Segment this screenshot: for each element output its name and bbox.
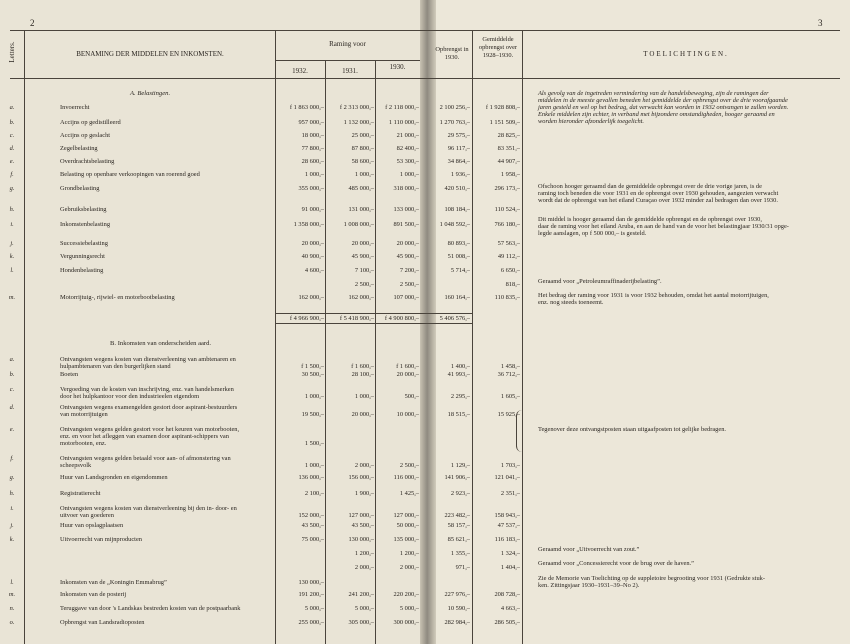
belasting-cell-c2: 1 132 000,– — [343, 119, 374, 126]
belasting-cell-c3: 1 110 000,– — [388, 119, 419, 126]
belasting-cell-c2: 131 000,– — [348, 206, 374, 213]
inkomsten-cell-c4: 1 400,– — [450, 363, 470, 370]
inkomsten-cell-c1: 1 000,– — [304, 462, 324, 469]
note-inkomstenbelasting: Dit middel is hooger geraamd dan de gemiddelde opbrengst en de opbrengst over 1930, daar de raming voor het eiland Aruba, en aan de hand van de voor het belastingjaar 1930/31 opge- legde aanslagen, op f 500 000,– is gesteld. — [538, 216, 789, 237]
inkomsten-cell-c2: f 1 600,– — [351, 363, 374, 370]
belasting-cell-c1: 40 900,– — [301, 253, 324, 260]
inkomsten-cell-c3: 2 000,– — [399, 564, 419, 571]
belasting-cell-c5: 57 563,– — [497, 240, 520, 247]
inkomsten-cell-c3: 300 000,– — [393, 619, 419, 626]
belasting-cell-c2: 7 100,– — [354, 267, 374, 274]
inkomsten-cell-c1: 5 000,– — [304, 605, 324, 612]
belasting-cell-c4: 160 164,– — [444, 294, 470, 301]
total-1932: f 4 966 900,– — [289, 315, 324, 322]
belasting-cell-c5: 110 835,– — [494, 294, 520, 301]
belasting-cell-c5: 818,– — [505, 281, 520, 288]
inkomsten-cell-c5: 286 505,– — [494, 619, 520, 626]
belasting-cell-c4: 5 714,– — [450, 267, 470, 274]
inkomsten-row-description: Ontvangsten wegens examengelden gestort door aspirant-bestuurders van motorrijtuigen — [60, 404, 238, 418]
belasting-cell-c1: 4 600,– — [304, 267, 324, 274]
note-petroleum: Geraamd voor „Petroleumraffinaderijbelasting”. — [538, 278, 662, 285]
note-memorie: Zie de Memorie van Toelichting op de suppletoire begrooting voor 1931 (Gedrukte stuk- ken. Zittingsjaar 1930–1931–39–No 2). — [538, 575, 765, 589]
inkomsten-row-description: Boeten — [60, 371, 79, 378]
note-zout: Geraamd voor „Uitvoerrecht van zout.” — [538, 546, 640, 553]
belasting-cell-c1: f 1 863 000,– — [289, 104, 324, 111]
inkomsten-cell-c3: 2 500,– — [399, 462, 419, 469]
page-number-left: 2 — [30, 18, 35, 28]
note-tegenover: Tegenover deze ontvangstposten staan uitgaafposten tot gelijke bedragen. — [538, 426, 727, 433]
book-gutter — [420, 0, 436, 644]
inkomsten-cell-c1: f 1 500,– — [301, 363, 324, 370]
belasting-cell-c3: 20 000,– — [396, 240, 419, 247]
belasting-row-description: Overdrachtsbelasting — [60, 158, 115, 165]
belasting-cell-c3: 107 000,– — [393, 294, 419, 301]
belasting-cell-c2: 87 800,– — [351, 145, 374, 152]
inkomsten-row-letter: h. — [9, 490, 15, 497]
inkomsten-cell-c2: 43 500,– — [351, 522, 374, 529]
table-top-rule — [10, 30, 840, 31]
inkomsten-cell-c5: 2 351,– — [500, 490, 520, 497]
header-1932: 1932. — [292, 67, 308, 75]
inkomsten-cell-c1: 136 000,– — [298, 474, 324, 481]
inkomsten-cell-c3: 220 200,– — [393, 591, 419, 598]
brace-bracket — [516, 410, 525, 452]
inkomsten-cell-c5: 121 041,– — [494, 474, 520, 481]
belasting-row-letter: k. — [9, 253, 15, 260]
inkomsten-cell-c1: 130 000,– — [298, 579, 324, 586]
header-1930: 1930. — [389, 63, 406, 71]
inkomsten-cell-c1: 30 500,– — [301, 371, 324, 378]
belasting-row-description: Grondbelasting — [60, 185, 100, 192]
section-b-title: B. Inkomsten van onderscheiden aard. — [110, 340, 212, 347]
page-number-right: 3 — [818, 18, 823, 28]
belasting-cell-c3: 7 200,– — [399, 267, 419, 274]
inkomsten-cell-c5: 208 728,– — [494, 591, 520, 598]
inkomsten-cell-c2: 305 000,– — [348, 619, 374, 626]
inkomsten-cell-c5: 4 663,– — [500, 605, 520, 612]
inkomsten-row-description: Uitvoerrecht van mijnproducten — [60, 536, 142, 543]
belasting-cell-c1: 1 000,– — [304, 171, 324, 178]
belasting-cell-c2: 45 900,– — [351, 253, 374, 260]
inkomsten-row-letter: a. — [9, 356, 15, 363]
col-rule — [472, 30, 473, 644]
belasting-row-description: Accijns op geslacht — [60, 132, 111, 139]
belasting-row-letter: a. — [9, 104, 15, 111]
inkomsten-cell-c3: f 1 600,– — [396, 363, 419, 370]
inkomsten-cell-c1: 1 500,– — [304, 440, 324, 447]
belasting-cell-c3: 133 000,– — [393, 206, 419, 213]
inkomsten-cell-c4: 141 906,– — [444, 474, 470, 481]
inkomsten-cell-c2: 2 000,– — [354, 564, 374, 571]
belasting-cell-c2: 58 600,– — [351, 158, 374, 165]
totals-top-rule — [275, 313, 472, 314]
inkomsten-cell-c2: 127 000,– — [348, 512, 374, 519]
belasting-cell-c1: 91 000,– — [301, 206, 324, 213]
header-benaming: BENAMING DER MIDDELEN EN INKOMSTEN. — [76, 50, 224, 58]
belasting-cell-c4: 2 100 256,– — [439, 104, 470, 111]
inkomsten-cell-c2: 28 100,– — [351, 371, 374, 378]
belasting-cell-c1: 957 000,– — [298, 119, 324, 126]
inkomsten-row-letter: j. — [10, 522, 14, 529]
inkomsten-row-description: Teruggave van door 's Landskas bestreden kosten van de postpaarbank — [60, 605, 241, 612]
note-motorrijtuig: Het bedrag der raming voor 1931 is voor 1932 behouden, omdat het aantal motorrijtuigen, enz. nog steeds toeneemt. — [538, 292, 769, 306]
inkomsten-cell-c2: 5 000,– — [354, 605, 374, 612]
total-opbrengst: 5 406 576,– — [439, 315, 470, 322]
inkomsten-row-description: Huur van opslagplaatsen — [60, 522, 124, 529]
belasting-cell-c1: 18 000,– — [301, 132, 324, 139]
section-a-title: A. Belastingen. — [130, 90, 171, 97]
belasting-row-description: Inkomstenbelasting — [60, 221, 111, 228]
header-bottom-rule — [10, 78, 840, 79]
header-1931: 1931. — [342, 67, 358, 75]
belasting-row-letter: e. — [9, 158, 15, 165]
inkomsten-row-letter: o. — [9, 619, 15, 626]
header-letters: Letters. — [8, 41, 16, 63]
col-rule — [522, 30, 523, 644]
header-gemiddelde: Gemiddelde opbrengst over 1928–1930. — [478, 36, 518, 59]
belasting-cell-c3: 82 400,– — [396, 145, 419, 152]
belasting-cell-c3: 53 300,– — [396, 158, 419, 165]
inkomsten-row-letter: k. — [9, 536, 15, 543]
belasting-cell-c2: 1 008 000,– — [343, 221, 374, 228]
inkomsten-cell-c3: 135 000,– — [393, 536, 419, 543]
inkomsten-cell-c4: 2 295,– — [450, 393, 470, 400]
belasting-row-letter: b. — [9, 119, 15, 126]
inkomsten-row-letter: l. — [10, 579, 14, 586]
belasting-cell-c2: 20 000,– — [351, 240, 374, 247]
belasting-cell-c3: 891 500,– — [393, 221, 419, 228]
inkomsten-cell-c2: 241 200,– — [348, 591, 374, 598]
belasting-cell-c1: 20 000,– — [301, 240, 324, 247]
inkomsten-cell-c4: 223 482,– — [444, 512, 470, 519]
inkomsten-row-letter: d. — [9, 404, 15, 411]
inkomsten-row-letter: b. — [9, 371, 15, 378]
inkomsten-cell-c4: 282 984,– — [444, 619, 470, 626]
belasting-cell-c5: 296 173,– — [494, 185, 520, 192]
belasting-cell-c2: 485 000,– — [348, 185, 374, 192]
inkomsten-cell-c2: 1 900,– — [354, 490, 374, 497]
belasting-row-letter: g. — [9, 185, 15, 192]
inkomsten-row-description: Vergoeding van de kosten van inschrijving, enz. van handelsmerken door het hulpkantoor voor den industrieelen eigendom — [60, 386, 234, 400]
belasting-row-letter: d. — [9, 145, 15, 152]
belasting-cell-c5: 1 151 509,– — [489, 119, 520, 126]
belasting-row-description: Motorrijtuig-, rijwiel- en motorbootbelasting — [60, 294, 175, 301]
belasting-cell-c2: 25 000,– — [351, 132, 374, 139]
belasting-cell-c3: 21 000,– — [396, 132, 419, 139]
belasting-cell-c5: 83 351,– — [497, 145, 520, 152]
inkomsten-row-description: Registratierecht — [60, 490, 101, 497]
belasting-row-description: Successiebelasting — [60, 240, 108, 247]
inkomsten-cell-c4: 10 590,– — [447, 605, 470, 612]
belasting-cell-c2: 2 500,– — [354, 281, 374, 288]
belasting-cell-c4: 1 048 592,– — [439, 221, 470, 228]
inkomsten-row-description: Ontvangsten wegens gelden gestort voor het keuren van motorbooten, enz. en voor het afleggen van examen door aspirant-schippers van motorbooten, enz. — [60, 426, 240, 447]
inkomsten-cell-c4: 971,– — [455, 564, 470, 571]
inkomsten-row-letter: e. — [9, 426, 15, 433]
belasting-cell-c1: 1 358 000,– — [293, 221, 324, 228]
belasting-cell-c4: 96 117,– — [447, 145, 470, 152]
inkomsten-cell-c1: 43 500,– — [301, 522, 324, 529]
inkomsten-cell-c1: 191 200,– — [298, 591, 324, 598]
belasting-row-letter: c. — [9, 132, 15, 139]
raming-subrule — [275, 60, 420, 61]
belasting-cell-c4: 51 008,– — [447, 253, 470, 260]
belasting-row-description: Accijns op gedistilleerd — [60, 119, 121, 126]
inkomsten-cell-c3: 50 000,– — [396, 522, 419, 529]
inkomsten-cell-c5: 1 703,– — [500, 462, 520, 469]
belasting-cell-c4: 34 864,– — [447, 158, 470, 165]
inkomsten-cell-c2: 20 000,– — [351, 411, 374, 418]
inkomsten-cell-c3: 116 000,– — [393, 474, 419, 481]
belasting-cell-c5: 1 958,– — [500, 171, 520, 178]
inkomsten-cell-c1: 152 000,– — [298, 512, 324, 519]
belasting-row-description: Vergunningsrecht — [60, 253, 105, 260]
note-grondbelasting: Ofschoon hooger geraamd dan de gemiddelde opbrengst over de drie vorige jaren, is de raming toch beneden die voor 1931 en de opbrengst over 1930 gehouden, aangezien verwacht wordt dat de opbrengst van het eiland Curaçao over 1932 minder zal bedragen dan over 1930. — [538, 183, 779, 204]
belasting-cell-c5: f 1 928 808,– — [485, 104, 520, 111]
inkomsten-cell-c1: 2 100,– — [304, 490, 324, 497]
belasting-cell-c5: 28 825,– — [497, 132, 520, 139]
belasting-cell-c1: 355 000,– — [298, 185, 324, 192]
belasting-cell-c3: 2 500,– — [399, 281, 419, 288]
inkomsten-cell-c5: 47 537,– — [497, 522, 520, 529]
note-invoerrecht: Als gevolg van de ingetreden vermindering van de handelsbeweging, zijn de ramingen der middelen in de meeste gevallen beneden het gemiddelde der opbrengst over de drie voorafgaande jaren gesteld en wel op het bedrag, dat verwacht kan worden in 1932 ontvangen te zullen worden. Enkele middelen zijn echter, in verband met bijzondere omstandigheden, hooger geraamd en worden hieronder afzonderlijk toegelicht. — [538, 90, 789, 125]
inkomsten-cell-c5: 158 943,– — [494, 512, 520, 519]
inkomsten-cell-c3: 127 000,– — [393, 512, 419, 519]
inkomsten-cell-c5: 116 183,– — [494, 536, 520, 543]
total-1930: f 4 900 800,– — [384, 315, 419, 322]
belasting-row-letter: h. — [9, 206, 15, 213]
inkomsten-row-description: Ontvangsten wegens gelden betaald voor aan- of afmonstering van scheepsvolk — [60, 455, 231, 469]
header-toelichtingen: TOELICHTINGEN. — [643, 50, 729, 58]
belasting-row-description: Belasting op openbare verkoopingen van roerend goed — [60, 171, 200, 178]
inkomsten-cell-c1: 75 000,– — [301, 536, 324, 543]
inkomsten-cell-c4: 227 976,– — [444, 591, 470, 598]
inkomsten-cell-c4: 58 157,– — [447, 522, 470, 529]
belasting-cell-c1: 28 600,– — [301, 158, 324, 165]
inkomsten-row-letter: g. — [9, 474, 15, 481]
belasting-cell-c4: 108 184,– — [444, 206, 470, 213]
belasting-cell-c2: 162 000,– — [348, 294, 374, 301]
inkomsten-row-letter: f. — [10, 455, 14, 462]
inkomsten-cell-c3: 1 200,– — [399, 550, 419, 557]
belasting-cell-c5: 110 524,– — [494, 206, 520, 213]
inkomsten-cell-c5: 1 404,– — [500, 564, 520, 571]
inkomsten-row-description: Inkomsten van de „Koningin Emmabrug” — [60, 579, 167, 586]
belasting-cell-c5: 49 112,– — [497, 253, 520, 260]
inkomsten-cell-c2: 1 200,– — [354, 550, 374, 557]
inkomsten-cell-c5: 36 712,– — [497, 371, 520, 378]
inkomsten-cell-c3: 500,– — [404, 393, 419, 400]
belasting-row-description: Invoerrecht — [60, 104, 90, 111]
inkomsten-cell-c2: 1 000,– — [354, 393, 374, 400]
belasting-row-letter: f. — [10, 171, 14, 178]
belasting-cell-c4: 420 510,– — [444, 185, 470, 192]
header-raming-voor: Raming voor — [329, 40, 366, 48]
col-rule — [24, 30, 25, 644]
belasting-row-letter: m. — [8, 294, 16, 301]
inkomsten-row-description: Huur van Landsgronden en eigendommen — [60, 474, 168, 481]
inkomsten-cell-c1: 1 000,– — [304, 393, 324, 400]
belasting-cell-c3: 318 000,– — [393, 185, 419, 192]
inkomsten-cell-c2: 2 000,– — [354, 462, 374, 469]
belasting-cell-c1: 77 800,– — [301, 145, 324, 152]
inkomsten-cell-c5: 15 925,– — [497, 411, 520, 418]
inkomsten-row-description: Ontvangsten wegens kosten van dienstverleening bij den in- door- en uitvoer van goederen — [60, 505, 237, 519]
total-1931: f 5 418 900,– — [339, 315, 374, 322]
inkomsten-cell-c4: 18 515,– — [447, 411, 470, 418]
belasting-cell-c3: f 2 118 000,– — [385, 104, 419, 111]
inkomsten-cell-c1: 19 500,– — [301, 411, 324, 418]
inkomsten-cell-c5: 1 324,– — [500, 550, 520, 557]
inkomsten-cell-c2: 156 000,– — [348, 474, 374, 481]
header-opbrengst: Opbrengst in 1930. — [435, 46, 469, 61]
belasting-row-letter: j. — [10, 240, 14, 247]
belasting-row-letter: i. — [10, 221, 14, 228]
inkomsten-cell-c3: 1 425,– — [399, 490, 419, 497]
belasting-row-description: Zegelbelasting — [60, 145, 98, 152]
belasting-cell-c4: 29 575,– — [447, 132, 470, 139]
belasting-cell-c5: 44 907,– — [497, 158, 520, 165]
inkomsten-row-description: Ontvangsten wegens kosten van dienstverleening van ambtenaren en hulpambtenaren van den burgerlijken stand — [60, 356, 236, 370]
inkomsten-row-letter: m. — [8, 591, 16, 598]
inkomsten-row-description: Opbrengst van Landsradioposten — [60, 619, 145, 626]
belasting-cell-c2: f 2 313 000,– — [339, 104, 374, 111]
inkomsten-cell-c5: 1 458,– — [500, 363, 520, 370]
inkomsten-cell-c5: 1 605,– — [500, 393, 520, 400]
belasting-cell-c5: 766 180,– — [494, 221, 520, 228]
inkomsten-cell-c4: 1 129,– — [450, 462, 470, 469]
inkomsten-row-letter: n. — [9, 605, 15, 612]
inkomsten-cell-c2: 130 000,– — [348, 536, 374, 543]
belasting-row-description: Gebruiksbelasting — [60, 206, 107, 213]
inkomsten-cell-c1: 255 000,– — [298, 619, 324, 626]
inkomsten-cell-c4: 1 355,– — [450, 550, 470, 557]
belasting-cell-c2: 1 000,– — [354, 171, 374, 178]
inkomsten-row-letter: c. — [9, 386, 15, 393]
inkomsten-row-description: Inkomsten van de posterij — [60, 591, 127, 598]
belasting-cell-c3: 1 000,– — [399, 171, 419, 178]
totals-bottom-rule — [275, 323, 472, 324]
inkomsten-cell-c3: 5 000,– — [399, 605, 419, 612]
belasting-cell-c4: 80 893,– — [447, 240, 470, 247]
inkomsten-row-letter: i. — [10, 505, 14, 512]
belasting-cell-c4: 1 936,– — [450, 171, 470, 178]
belasting-row-description: Hondenbelasting — [60, 267, 104, 274]
inkomsten-cell-c3: 20 000,– — [396, 371, 419, 378]
belasting-cell-c3: 45 900,– — [396, 253, 419, 260]
note-brug: Geraamd voor „Concessierecht voor de brug over de haven.” — [538, 560, 694, 567]
inkomsten-cell-c4: 41 993,– — [447, 371, 470, 378]
inkomsten-cell-c4: 2 923,– — [450, 490, 470, 497]
inkomsten-cell-c3: 10 000,– — [396, 411, 419, 418]
belasting-row-letter: l. — [10, 267, 14, 274]
belasting-cell-c1: 162 000,– — [298, 294, 324, 301]
belasting-cell-c4: 1 270 763,– — [439, 119, 470, 126]
belasting-cell-c5: 6 650,– — [500, 267, 520, 274]
inkomsten-cell-c4: 85 621,– — [447, 536, 470, 543]
